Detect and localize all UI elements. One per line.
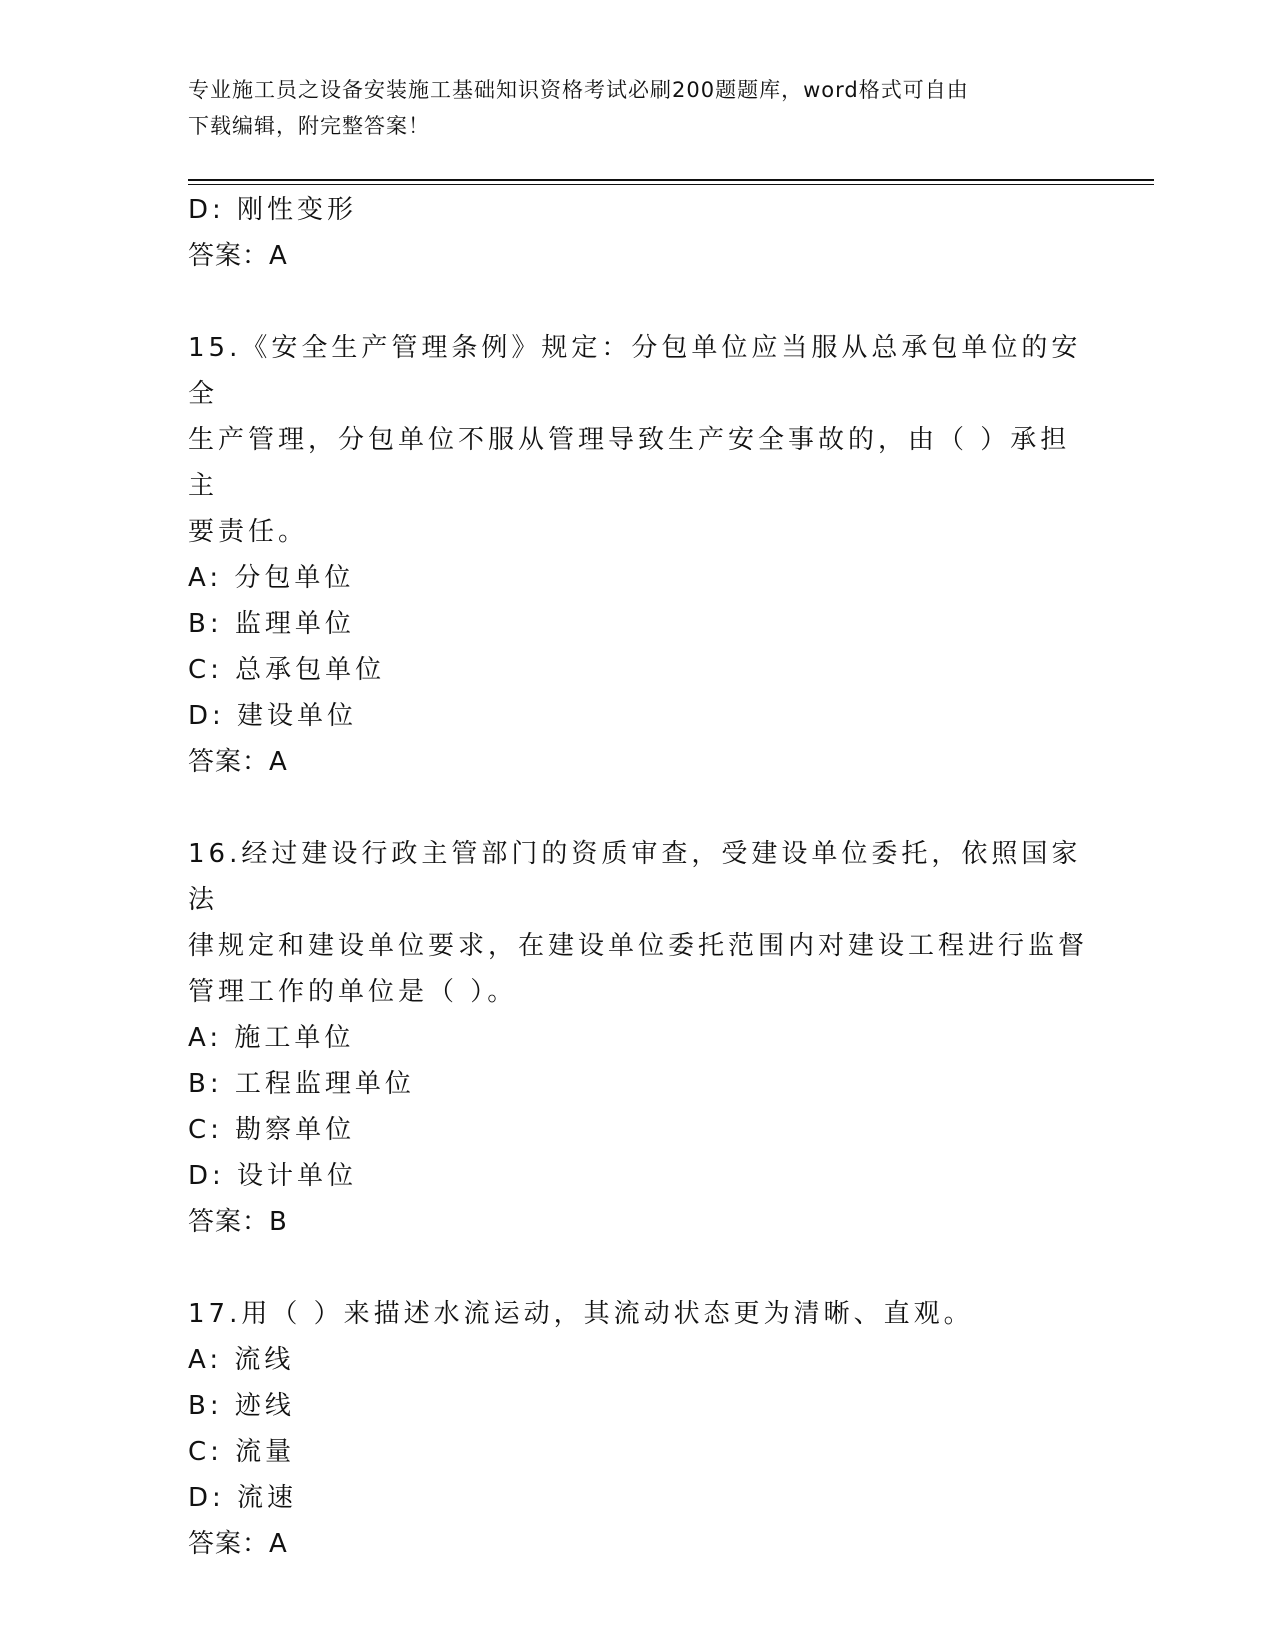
- option-a: A: 流线: [188, 1345, 295, 1375]
- option-c: C: 勘察单位: [188, 1115, 356, 1145]
- spacer: [188, 279, 1088, 325]
- option-d: D: 刚性变形: [188, 195, 358, 225]
- question-stem-line: 生产管理，分包单位不服从管理导致生产安全事故的，由（ ）承担主: [188, 425, 1071, 501]
- question-stem-line: 16.经过建设行政主管部门的资质审查，受建设单位委托，依照国家法: [188, 839, 1082, 915]
- option-b: B: 迹线: [188, 1391, 295, 1421]
- question-stem-line: 律规定和建设单位要求，在建设单位委托范围内对建设工程进行监督: [188, 931, 1089, 961]
- answer-line: 答案：B: [188, 1207, 288, 1237]
- question-16: [188, 831, 1088, 1245]
- option-b: B: 监理单位: [188, 609, 355, 639]
- option-c: C: 总承包单位: [188, 655, 386, 685]
- question-stem-line: 要责任。: [188, 517, 309, 547]
- question-17: [188, 1291, 1088, 1567]
- option-a: A: 分包单位: [188, 563, 355, 593]
- answer-line: 答案：A: [188, 1529, 288, 1559]
- option-d: D: 建设单位: [188, 701, 358, 731]
- option-c: C: 流量: [188, 1437, 296, 1467]
- option-b: B: 工程监理单位: [188, 1069, 415, 1099]
- header-line-2: 下载编辑，附完整答案！: [188, 114, 430, 138]
- question-stem-line: 管理工作的单位是（ ）。: [188, 977, 518, 1007]
- header-divider-thin: [188, 184, 1154, 185]
- question-15: [188, 325, 1088, 785]
- header-divider-thick: [188, 179, 1154, 181]
- spacer: [188, 1245, 1088, 1291]
- answer-line: 答案：A: [188, 747, 288, 777]
- question-content: [188, 187, 1088, 1567]
- option-a: A: 施工单位: [188, 1023, 355, 1053]
- document-header: [188, 72, 1078, 144]
- spacer: [188, 785, 1088, 831]
- question-stem-line: 15.《安全生产管理条例》规定：分包单位应当服从总承包单位的安全: [188, 333, 1082, 409]
- answer-line: 答案：A: [188, 241, 288, 271]
- option-d: D: 流速: [188, 1483, 298, 1513]
- question-stem-line: 17.用（ ）来描述水流运动，其流动状态更为清晰、直观。: [188, 1299, 974, 1329]
- header-line-1: 专业施工员之设备安装施工基础知识资格考试必刷200题题库，word格式可自由: [188, 78, 969, 102]
- option-d: D: 设计单位: [188, 1161, 358, 1191]
